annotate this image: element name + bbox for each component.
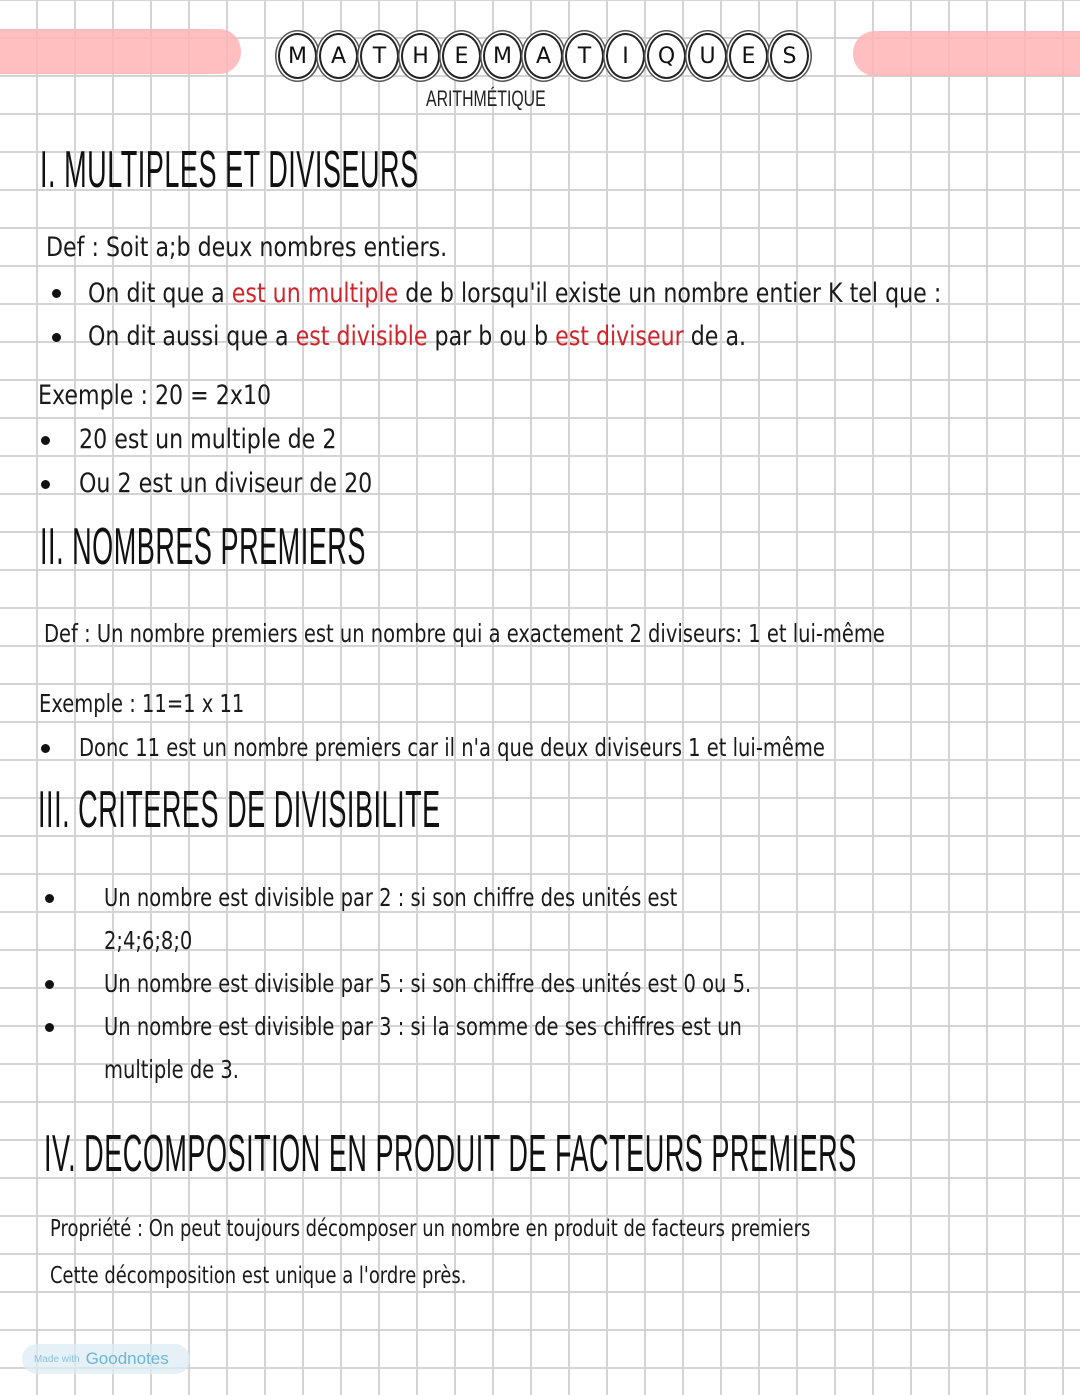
bullet-icon (52, 289, 61, 298)
section-heading-2: II. NOMBRES PREMIERS (40, 518, 366, 576)
bullet-icon (41, 480, 50, 489)
pink-tape-left (0, 29, 241, 74)
example-bullet: Donc 11 est un nombre premiers car il n'a que deux diviseurs 1 et lui-même (79, 733, 825, 762)
text: On dit que a (88, 278, 232, 309)
property-text: Propriété : On peut toujours décomposer un nombre en produit de facteurs premiers (50, 1216, 811, 1242)
criterion-2-line2: 2;4;6;8;0 (104, 926, 193, 955)
text: de a. (683, 321, 747, 352)
title-letter: T (360, 33, 399, 79)
definition-bullet-2 (88, 321, 746, 353)
title-letter: Q (647, 33, 686, 79)
bullet-icon (45, 1023, 54, 1032)
example-label-2: Exemple : 11=1 x 11 (39, 689, 245, 718)
title-letter: A (524, 33, 563, 79)
definition-bullet-1 (88, 278, 941, 310)
section-heading-1: I. MULTIPLES ET DIVISEURS (40, 141, 419, 199)
title-letter: M (483, 33, 522, 79)
bullet-icon (45, 894, 54, 903)
criterion-3-line1: Un nombre est divisible par 3 : si la somme de ses chiffres est un (104, 1012, 742, 1041)
example-label-1: Exemple : 20 = 2x10 (38, 380, 272, 411)
title-letter: U (688, 33, 727, 79)
title-letter: T (565, 33, 604, 79)
definition-2: Def : Un nombre premiers est un nombre qui a exactement 2 diviseurs: 1 et lui-même (44, 619, 885, 648)
bullet-icon (52, 333, 61, 342)
title-letter: H (401, 33, 440, 79)
made-with-label: Made with (34, 1353, 80, 1365)
title-letter: E (442, 33, 481, 79)
property-note: Cette décomposition est unique a l'ordre près. (50, 1263, 467, 1289)
goodnotes-badge (22, 1344, 190, 1374)
title-letter: E (729, 33, 768, 79)
highlight-term: est un multiple (231, 278, 399, 309)
criterion-5: Un nombre est divisible par 5 : si son chiffre des unités est 0 ou 5. (104, 969, 752, 998)
example-bullet: 20 est un multiple de 2 (79, 424, 337, 455)
title-letter: A (319, 33, 358, 79)
pink-tape-right (853, 31, 1080, 76)
bullet-icon (45, 980, 54, 989)
highlight-term: est divisible (295, 321, 428, 352)
title-letter: S (770, 33, 809, 79)
section-heading-3: III. CRITERES DE DIVISIBILITE (38, 781, 441, 839)
text: de b lorsqu'il existe un nombre entier K tel que : (398, 278, 942, 309)
page-title (278, 33, 811, 79)
page-subtitle: ARITHMÉTIQUE (426, 86, 546, 111)
section-heading-4: IV. DECOMPOSITION EN PRODUIT DE FACTEURS PREMIERS (44, 1125, 857, 1183)
criterion-2-line1: Un nombre est divisible par 2 : si son chiffre des unités est (104, 883, 678, 912)
highlight-term: est diviseur (555, 321, 684, 352)
title-letter: I (606, 33, 645, 79)
text: par b ou b (427, 321, 556, 352)
definition-1: Def : Soit a;b deux nombres entiers. (46, 232, 448, 263)
criterion-3-line2: multiple de 3. (104, 1055, 240, 1084)
text: On dit aussi que a (88, 321, 296, 352)
bullet-icon (41, 744, 50, 753)
example-bullet: Ou 2 est un diviseur de 20 (79, 468, 373, 499)
title-letter: M (278, 33, 317, 79)
bullet-icon (41, 436, 50, 445)
goodnotes-logo: Goodnotes (85, 1349, 169, 1368)
